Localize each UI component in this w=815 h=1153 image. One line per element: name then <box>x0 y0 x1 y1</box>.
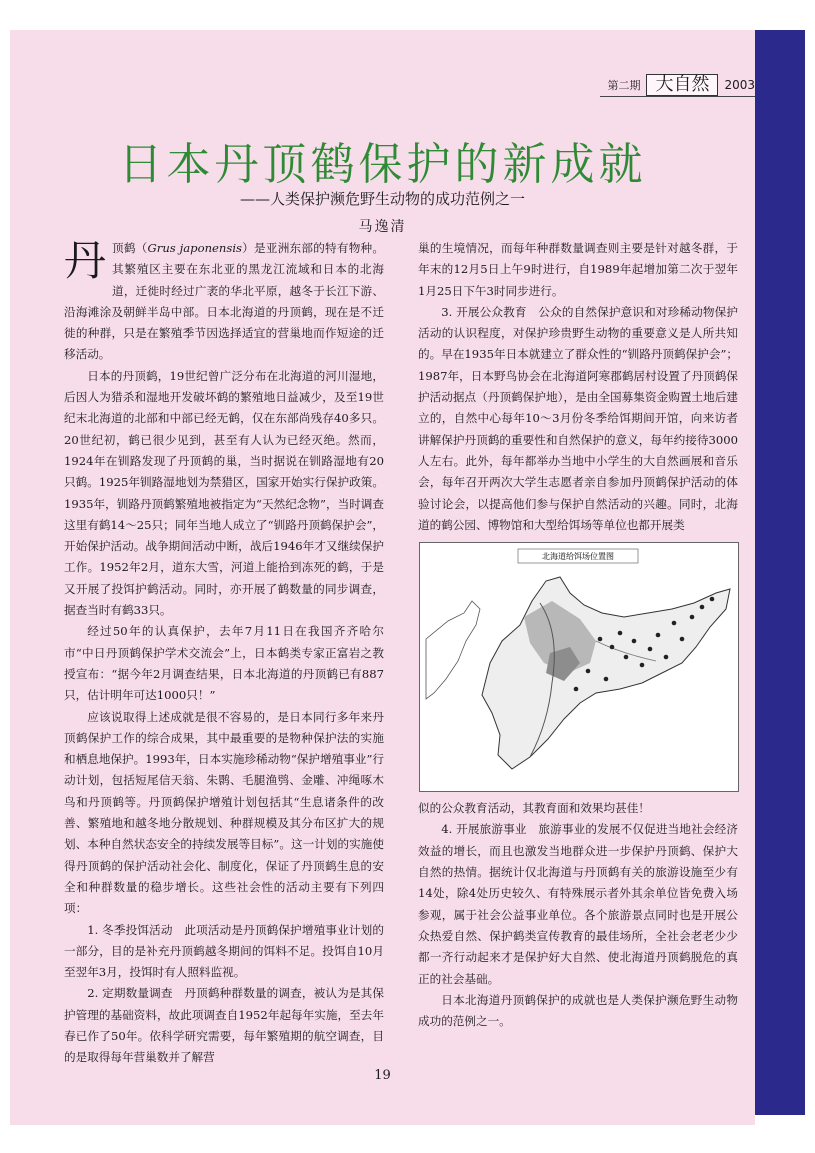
feeding-site-dot <box>700 605 705 610</box>
side-color-band <box>755 30 805 1115</box>
feeding-site-dot <box>632 639 637 644</box>
feeding-site-dot <box>640 663 645 668</box>
magazine-name: 大自然 <box>646 74 718 96</box>
feeding-site-dot <box>610 645 615 650</box>
right-column <box>418 238 738 1032</box>
text-run: 顶鹤（ <box>112 241 148 255</box>
feeding-site-dot <box>604 677 609 682</box>
feeding-site-dot <box>680 637 685 642</box>
feeding-site-dot <box>574 687 579 692</box>
article-title: 日本丹顶鹤保护的新成就 <box>118 139 647 190</box>
paragraph: 日本北海道丹顶鹤保护的成就也是人类保护濒危野生动物成功的范例之一。 <box>418 992 738 1029</box>
feeding-site-dot <box>586 669 591 674</box>
left-column <box>64 238 384 1069</box>
article-author: 马逸清 <box>358 219 407 235</box>
drop-cap: 丹 <box>64 236 107 285</box>
feeding-site-dot <box>618 631 623 636</box>
issue-label: 第二期 <box>607 79 641 92</box>
paragraph: 3. 开展公众教育 公众的自然保护意识和对珍稀动物保护活动的认识程度，对保护珍贵野生动物的重要意义是人所共知的。早在1935年日本就建立了群众性的“钏路丹顶鹤保护会”；1987年，日本野鸟协会在北海道阿寒郡鹤居村设置了丹顶鹤保护活动据点（丹顶鹤保护地），是由全国募集资金购置土地后建立的，自然中心每年10～3月份冬季给饵期间开馆，向来访者讲解保护丹顶鹤的重要性和自然保护的意义，每年约接待3000人左右。此外，每年都举办当地中小学生的大自然画展和音乐会，每年召开两次大学生志愿者亲自参加丹顶鹤保护活动的体验讨论会，以提高他们参与保护自然活动的兴趣。同时，北海道的鹤公园、博物馆和大型给饵场等单位也都开展类 <box>418 304 738 532</box>
latin-name: Grus japonensis <box>147 241 242 255</box>
paragraph: 4. 开展旅游事业 旅游事业的发展不仅促进当地社会经济效益的增长，而且也激发当地群众进一步保护丹顶鹤、保护大自然的热情。据统计仅北海道与丹顶鹤有关的旅游设施至少有14处，除4处历史较久、有特殊展示者外其余单位皆免费入场参观，属于社会公益事业单位。各个旅游景点同时也是开展公众热爱自然、保护鹤类宣传教育的最佳场所，全社会老老少少都一齐行动起来才是保护好大自然、使北海道丹顶鹤脱危的真正的社会基础。 <box>418 822 738 986</box>
feeding-site-dot <box>648 647 653 652</box>
paragraph: 应该说取得上述成就是很不容易的，是日本同行多年来丹顶鹤保护工作的综合成果，其中最重要的是物种保护法的实施和栖息地保护。1993年，日本实施珍稀动物“保护增殖事业”行动计划，包括短尾信天翁、朱鹮、毛腿渔鸮、金雕、冲绳啄木鸟和丹顶鹤等。丹顶鹤保护增殖计划包括其“生息诸条件的改善、繁殖地和越冬地分散规划、种群规模及其分布区扩大的规划、本种自然状态安全的持续发展等目标”。这一计划的实施使得丹顶鹤的保护活动社会化、制度化，保证了丹顶鹤生息的安全和种群数量的稳步增长。这些社会性的活动主要有下列四项： <box>64 709 384 916</box>
issue-year: 2003 <box>724 78 755 92</box>
paragraph: 经过50年的认真保护，去年7月11日在我国齐齐哈尔市“中日丹顶鹤保护学术交流会”上，日本鹤类专家正富岩之教授宣布：“据今年2月调查结果，日本北海道的丹顶鹤已有887只，估计明年可达1000只！” <box>64 624 384 703</box>
paragraph: 1. 冬季投饵活动 此项活动是丹顶鹤保护增殖事业计划的一部分，目的是补充丹顶鹤越冬期间的饵料不足。投饵自10月至翌年3月，投饵时有人照料监视。 <box>64 922 384 980</box>
header-rule <box>600 96 755 97</box>
feeding-site-map <box>419 542 739 792</box>
feeding-site-dot <box>598 637 603 642</box>
paragraph <box>64 238 384 366</box>
text-run: ）是亚洲东部的特有物种。其繁殖区主要在东北亚的黑龙江流域和日本的北海道，迁徙时经过广袤的华北平原，越冬于长江下游、沿海滩涂及朝鲜半岛中部。日本北海道的丹顶鹤，现在是不迁徙的种群，只是在繁殖季节因选择适宜的营巢地而作短途的迁移活动。 <box>64 241 384 362</box>
page-number: 19 <box>374 1068 391 1083</box>
feeding-site-dot <box>690 615 695 620</box>
feeding-site-dot <box>710 597 715 602</box>
paragraph: 日本的丹顶鹤，19世纪曾广泛分布在北海道的河川湿地，后因人为猎杀和湿地开发破坏鹤的繁殖地日益减少，及至19世纪末北海道的北部和中部已经无鹤，仅在东部尚残存40多只。20世纪初，鹤已很少见到，甚至有人认为已经灭绝。然而，1924年在钏路发现了丹顶鹤的巢，当时据说在钏路湿地有20只鹤。1925年钏路湿地划为禁猎区，国家开始实行保护政策。1935年，钏路丹顶鹤繁殖地被指定为“天然纪念物”，当时调查这里有鹤14～25只；同年当地人成立了“钏路丹顶鹤保护会”，开始保护活动。战争期间活动中断，战后1946年才又继续保护工作。1952年2月，道东大雪，河道上能拾到冻死的鹤，于是又开展了投饵护鹤活动。同时，亦开展了鹤数量的同步调查，据查当时有鹤33只。 <box>64 368 384 618</box>
paragraph: 2. 定期数量调查 丹顶鹤种群数量的调查，被认为是其保护管理的基础资料，故此项调查自1952年起每年实施，至去年春已作了50年。依科学研究需要，每年繁殖期的航空调查，目的是取得每年营巢数并了解营 <box>64 986 384 1065</box>
running-header <box>607 74 755 96</box>
feeding-site-dot <box>656 633 661 638</box>
map-graphic <box>420 543 738 791</box>
paragraph: 巢的生境情况，而每年种群数量调查则主要是针对越冬群，于年末的12月5日上午9时进行，自1989年起增加第二次于翌年1月25日下午3时同步进行。 <box>418 241 738 298</box>
feeding-site-dot <box>664 655 669 660</box>
paragraph: 似的公众教育活动，其教育面和效果均甚佳！ <box>418 801 650 816</box>
article-subtitle: ——人类保护濒危野生动物的成功范例之一 <box>239 190 525 208</box>
feeding-site-dot <box>624 655 629 660</box>
map-title: 北海道给饵场位置图 <box>542 552 614 562</box>
feeding-site-dot <box>672 621 677 626</box>
